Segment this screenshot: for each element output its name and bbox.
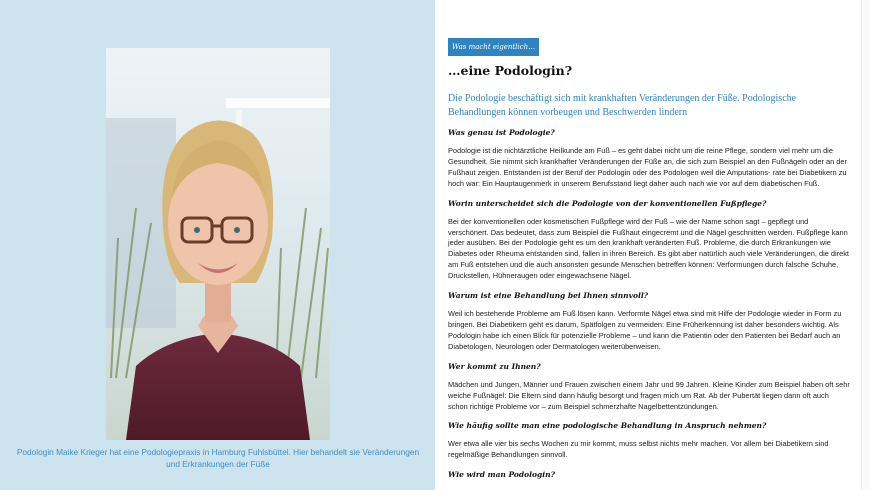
answer-paragraph: Wer etwa alle vier bis sechs Wochen zu mir kommt, muss selbst nichts mehr machen. Vor allem bei Diabetikern sind regelmäßige Behandlungen sinnvoll. — [448, 439, 829, 460]
answer-paragraph: Weil ich bestehende Probleme am Fuß lösen kann. Verformte Nägel etwa sind mit Hilfe der Podologie wieder in Form zu bringen. Bei Diabetikern geht es darum, Spätfolgen zu vermeiden: Eine Früherkennung ist daher besonders wichtig. Als Podologin habe ich einen Blick für potenzielle Probleme – und kann die Patientin oder den Patienten bei Bedarf auch an Diabetologen, Neurologen oder Dermatologen weiterüberweisen. — [448, 309, 842, 351]
question-heading: Worin unterscheidet sich die Podologie von der konventionellen Fußpflege? — [448, 198, 767, 208]
question-heading: Wie wird man Podologin? — [448, 470, 555, 480]
question-heading: Wer kommt zu Ihnen? — [448, 361, 541, 371]
question-heading: Warum ist eine Behandlung bei Ihnen sinnvoll? — [448, 291, 649, 301]
question-heading: Wie häufig sollte man eine podologische Behandlung in Anspruch nehmen? — [448, 421, 767, 431]
question-heading: Was genau ist Podologie? — [448, 128, 555, 137]
answer-paragraph: Podologie ist die nichtärztliche Heilkunde am Fuß – es geht dabei nicht um die reine Pflege, sondern viel mehr um die Gesundheit. Sie nimmt sich krankhafter Veränderungen der Füße an, die sich zum Beispiel an den Fußnägeln oder an der Fußhaut zeigen. Entstanden ist der Beruf der Podologin oder des Podologen weil die Amputations- rate bei Diabetikern zu hoch war: Ein Hauptaugenmerk in unserem Berufsstand liegt daher auch nach wie vor auf dem diabetischen Fuß. — [448, 146, 847, 188]
answer-paragraph: Mädchen und Jungen, Männer und Frauen zwischen einem Jahr und 99 Jahren. Kleine Kinder zum Beispiel haben oft sehr weiche Fußnägel: Die Eltern sind dann häufig besorgt und fragen mich um Rat. Ab der Pubertät liegen dann oft auch schon richtige Probleme vor – zum Beispiel schmerzhafte Nagelbettentzündungen. — [448, 379, 850, 411]
photo-caption: Podologin Maike Krieger hat eine Podologiepraxis in Hamburg Fuhlsbüttel. Hier behandelt sie Veränderungen und Erkrankungen der Füße — [16, 447, 420, 469]
article — [448, 36, 850, 480]
article-lead: Die Podologie beschäftigt sich mit krankhaften Veränderungen der Füße. Podologische Behandlungen können vorbeugen und Beschwerden lindern — [448, 93, 797, 118]
answer-paragraph: Bei der konventionellen oder kosmetischen Fußpflege wird der Fuß – wie der Name schon sagt – gepflegt und verschönert. Das bedeutet, dass zum Beispiel die Fußhaut eingecremt und die Nägel geschnitten werden. Fußpflege kann jeder ausüben. Bei der Podologie geht es um den krankhaft veränderten Fuß. Probleme, die durch Erkrankungen wie Diabetes oder Rheuma entstanden sind, fallen in ihren Bereich. Es gibt aber natürlich auch viele Veränderungen, die direkt am Fuß entstehen und die auch ansonsten gesunde Menschen betreffen können: Verformungen durch falsche Schuhe, Druckstellen, Hühneraugen oder eingewachsene Nägel. — [448, 216, 849, 281]
article-panel — [435, 0, 870, 490]
scrollbar[interactable] — [861, 0, 870, 490]
article-title: …eine Podologin? — [448, 63, 573, 78]
portrait-photo — [106, 48, 330, 440]
category-badge[interactable]: Was macht eigentlich… — [448, 38, 539, 56]
